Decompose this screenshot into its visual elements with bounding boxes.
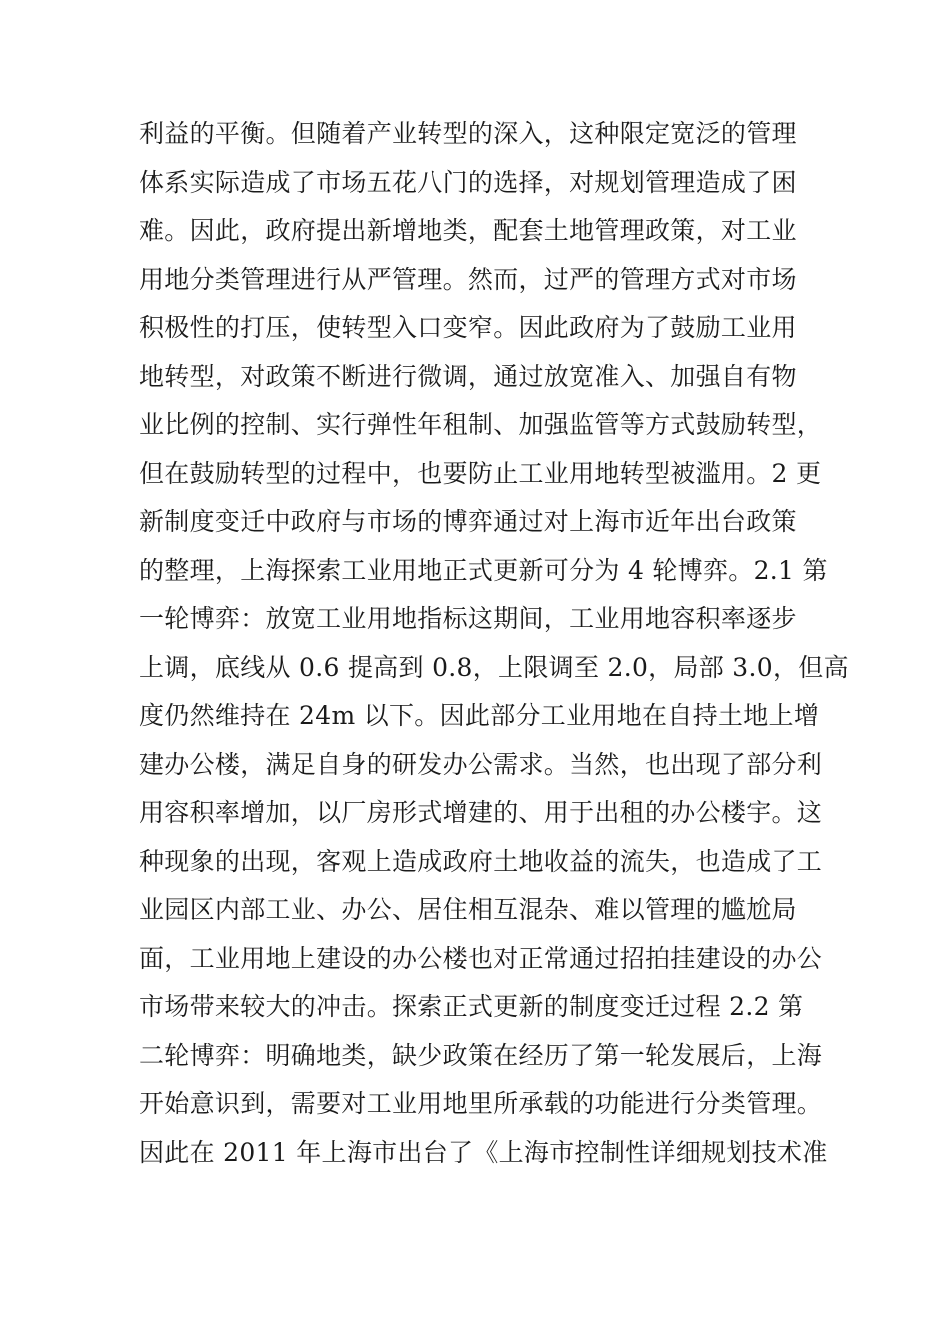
text-line: 难。因此，政府提出新增地类，配套土地管理政策，对工业 xyxy=(139,216,797,245)
text-line: 新制度变迁中政府与市场的博弈通过对上海市近年出台政策 xyxy=(139,507,797,536)
text-line: 用地分类管理进行从严管理。然而，过严的管理方式对市场 xyxy=(139,264,797,294)
text-line: 上调，底线从 0.6 提高到 0.8，上限调至 2.0，局部 3.0，但高 xyxy=(139,652,849,682)
text-line: 种现象的出现，客观上造成政府土地收益的流失，也造成了工 xyxy=(139,846,823,876)
text-line: 地转型，对政策不断进行微调，通过放宽准入、加强自有物 xyxy=(139,361,797,391)
text-line: 体系实际造成了市场五花八门的选择，对规划管理造成了困 xyxy=(139,167,797,197)
text-line: 积极性的打压，使转型入口变窄。因此政府为了鼓励工业用 xyxy=(139,313,797,342)
text-line: 利益的平衡。但随着产业转型的深入，这种限定宽泛的管理 xyxy=(139,119,797,148)
text-line: 但在鼓励转型的过程中，也要防止工业用地转型被滥用。2 更 xyxy=(139,458,822,488)
text-line: 因此在 2011 年上海市出台了《上海市控制性详细规划技术准 xyxy=(139,1137,828,1167)
text-line: 建办公楼，满足自身的研发办公需求。当然，也出现了部分利 xyxy=(139,749,823,779)
text-line: 用容积率增加，以厂房形式增建的、用于出租的办公楼宇。这 xyxy=(139,798,823,827)
text-line: 市场带来较大的冲击。探索正式更新的制度变迁过程 2.2 第 xyxy=(139,992,804,1021)
text-line: 一轮博弈：放宽工业用地指标这期间，工业用地容积率逐步 xyxy=(139,604,797,633)
text-line: 业比例的控制、实行弹性年租制、加强监管等方式鼓励转型， xyxy=(139,410,823,439)
text-line: 面，工业用地上建设的办公楼也对正常通过招拍挂建设的办公 xyxy=(139,943,823,973)
text-line: 度仍然维持在 24m 以下。因此部分工业用地在自持土地上增 xyxy=(139,701,820,730)
text-line: 开始意识到，需要对工业用地里所承载的功能进行分类管理。 xyxy=(139,1089,823,1118)
text-line: 业园区内部工业、办公、居住相互混杂、难以管理的尴尬局 xyxy=(139,895,797,924)
text-line: 二轮博弈：明确地类，缺少政策在经历了第一轮发展后，上海 xyxy=(139,1040,823,1070)
text-line: 的整理，上海探索工业用地正式更新可分为 4 轮博弈。2.1 第 xyxy=(139,555,828,585)
body-text xyxy=(139,110,849,1177)
